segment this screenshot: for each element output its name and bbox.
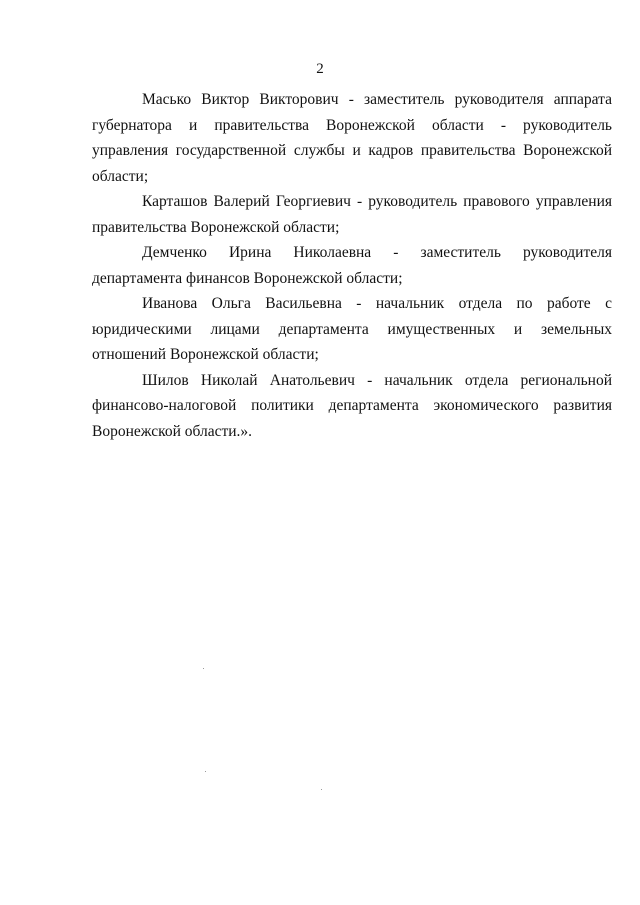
list-item: Иванова Ольга Васильевна - начальник отдела по работе с юридическими лицами департамента имущественных и земельных отношений Воронежской области; (92, 295, 612, 363)
page-number: 2 (316, 61, 324, 77)
scan-speck (203, 668, 204, 669)
list-item: Карташов Валерий Георгиевич - руководитель правового управления правительства Воронежской области; (92, 193, 612, 236)
document-body (92, 87, 612, 444)
scan-speck (205, 771, 206, 772)
list-item: Масько Виктор Викторович - заместитель руководителя аппарата губернатора и правительства Воронежской области - руководитель управления государственной службы и кадров правительства Воронежской области; (92, 91, 612, 185)
scan-speck (321, 789, 322, 790)
list-item: Демченко Ирина Николаевна - заместитель руководителя департамента финансов Воронежской области; (92, 244, 612, 287)
list-item: Шилов Николай Анатольевич - начальник отдела региональной финансово-налоговой политики департамента экономического развития Воронежской области.». (92, 371, 612, 440)
